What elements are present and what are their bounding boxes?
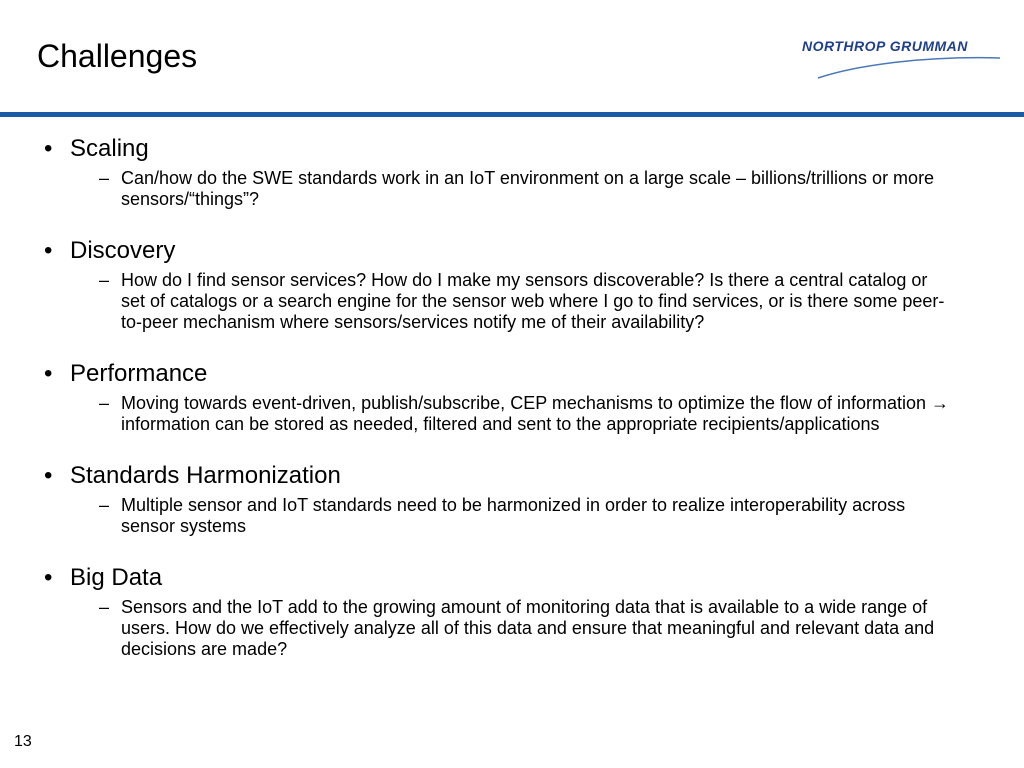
bullet-item xyxy=(0,563,1024,593)
bullet-dot-icon: • xyxy=(44,360,53,387)
bullet-label: Standards Harmonization xyxy=(70,462,341,489)
bullet-item xyxy=(0,359,1024,389)
slide-title: Challenges xyxy=(37,38,198,74)
sub-bullet-text: Sensors and the IoT add to the growing amount of monitoring data that is available to a wide range of users. How do we effectively analyze all of this data and ensure that meaningful and relevant data and decisions are made? xyxy=(121,597,935,659)
sub-bullet-text: Can/how do the SWE standards work in an IoT environment on a large scale – billions/trillions or more sensors/“things”? xyxy=(121,168,935,209)
sub-bullet-text: Moving towards event-driven, publish/subscribe, CEP mechanisms to optimize the flow of information → information can be stored as needed, filtered and sent to the appropriate recipients/applications xyxy=(121,393,950,434)
dash-icon: – xyxy=(99,270,110,290)
dash-icon: – xyxy=(99,393,110,413)
bullet-item xyxy=(0,134,1024,164)
bullet-label: Discovery xyxy=(70,237,176,264)
bullet-label: Big Data xyxy=(70,564,163,591)
bullet-dot-icon: • xyxy=(44,135,53,162)
bullet-section-discovery xyxy=(0,236,1024,333)
title-divider xyxy=(0,112,1024,117)
bullet-label: Performance xyxy=(70,360,208,387)
bullet-section-standards xyxy=(0,461,1024,537)
sub-bullet-text: Multiple sensor and IoT standards need to be harmonized in order to realize interoperability across sensor systems xyxy=(121,495,906,536)
bullet-dot-icon: • xyxy=(44,462,53,489)
bullet-list xyxy=(0,134,1024,660)
sub-bullet-item xyxy=(0,168,951,210)
sub-bullet-item xyxy=(0,393,951,435)
company-logo xyxy=(800,34,1004,82)
sub-bullet-item xyxy=(0,270,951,333)
sub-bullet-text: How do I find sensor services? How do I make my sensors discoverable? Is there a central catalog or set of catalogs or a search engine for the sensor web where I go to find services, or is there some peer-to-peer mechanism where sensors/services notify me of their availability? xyxy=(121,270,945,332)
page-number: 13 xyxy=(14,733,32,750)
dash-icon: – xyxy=(99,168,110,188)
logo-text: NORTHROP GRUMMAN xyxy=(802,38,968,54)
bullet-label: Scaling xyxy=(70,135,149,162)
bullet-section-big-data xyxy=(0,563,1024,660)
sub-bullet-item xyxy=(0,597,951,660)
bullet-dot-icon: • xyxy=(44,564,53,591)
bullet-section-scaling xyxy=(0,134,1024,210)
dash-icon: – xyxy=(99,597,110,617)
bullet-item xyxy=(0,236,1024,266)
dash-icon: – xyxy=(99,495,110,515)
bullet-section-performance xyxy=(0,359,1024,435)
bullet-item xyxy=(0,461,1024,491)
bullet-dot-icon: • xyxy=(44,237,53,264)
sub-bullet-item xyxy=(0,495,951,537)
